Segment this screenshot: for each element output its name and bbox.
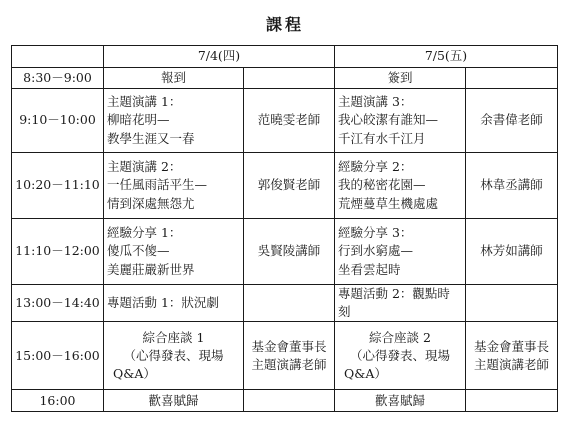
session-line: 一任風雨話平生—: [107, 177, 208, 193]
speaker-cell: [466, 322, 558, 390]
session-cell: [335, 322, 466, 390]
session-cell: [104, 89, 244, 153]
session-line: Q&A）: [113, 365, 156, 381]
time-cell: 13:00－14:40: [12, 285, 104, 322]
speaker-cell: [466, 68, 558, 89]
speaker-line: 基金會董事長: [251, 338, 327, 354]
session-line: 荒煙蔓草生機處處: [338, 195, 439, 211]
session-line: 綜合座談 1: [142, 329, 205, 345]
session-line: 經驗分享 3：: [338, 225, 413, 241]
time-cell: 15:00－16:00: [12, 322, 104, 390]
speaker-cell: [244, 322, 335, 390]
session-cell: 簽到: [335, 68, 466, 89]
session-line: 傻瓜不傻—: [107, 243, 170, 259]
speaker-cell: [244, 285, 335, 322]
session-line: 情到深處無怨尤: [107, 195, 195, 211]
session-cell: [335, 89, 466, 153]
time-cell: 10:20－11:10: [12, 153, 104, 219]
session-cell: [104, 219, 244, 285]
table-row: [12, 390, 558, 412]
session-cell: [104, 153, 244, 219]
speaker-line: 基金會董事長: [473, 338, 549, 354]
session-line: 教學生涯又一春: [107, 130, 195, 146]
speaker-cell: [466, 285, 558, 322]
session-line: 主題演講 1：: [107, 94, 182, 110]
session-line: 主題演講 2：: [107, 159, 182, 175]
page-title: 課程: [265, 15, 304, 34]
session-line: 柳暗花明—: [107, 112, 170, 128]
session-cell: 專題活動 2：觀點時刻: [335, 285, 466, 322]
day-header-2: 7/5(五): [335, 46, 558, 68]
schedule-table: [11, 45, 558, 412]
table-row: [12, 322, 558, 390]
session-cell: [335, 153, 466, 219]
time-cell: 16:00: [12, 390, 104, 412]
session-cell: 報到: [104, 68, 244, 89]
table-row: [12, 219, 558, 285]
session-cell: 專題活動 1：狀況劇: [104, 285, 244, 322]
speaker-cell: 吳賢陵講師: [244, 219, 335, 285]
speaker-cell: 余書偉老師: [466, 89, 558, 153]
session-line: 經驗分享 2：: [338, 159, 413, 175]
speaker-cell: 林芳如講師: [466, 219, 558, 285]
table-row: [12, 153, 558, 219]
session-line: 坐看雲起時: [338, 261, 401, 277]
session-line: （心得發表、現場: [349, 347, 450, 363]
session-cell: 歡喜賦歸: [104, 390, 244, 412]
table-header-row: [12, 46, 558, 68]
day-header-1: 7/4(四): [104, 46, 335, 68]
speaker-cell: [466, 390, 558, 412]
session-line: 千江有水千江月: [338, 130, 426, 146]
speaker-cell: 范曉雯老師: [244, 89, 335, 153]
table-row: [12, 285, 558, 322]
session-cell: [104, 322, 244, 390]
speaker-line: 主題演講老師: [473, 356, 549, 372]
speaker-cell: [244, 390, 335, 412]
session-cell: [335, 219, 466, 285]
time-cell: 8:30－9:00: [12, 68, 104, 89]
session-line: Q&A）: [344, 365, 387, 381]
session-line: 主題演講 3：: [338, 94, 413, 110]
table-row: [12, 89, 558, 153]
session-line: 行到水窮處—: [338, 243, 414, 259]
speaker-line: 主題演講老師: [251, 356, 327, 372]
session-line: 綜合座談 2: [369, 329, 431, 345]
speaker-cell: 郭俊賢老師: [244, 153, 335, 219]
header-empty-cell: [12, 46, 104, 68]
time-cell: 11:10－12:00: [12, 219, 104, 285]
session-line: 我的秘密花園—: [338, 177, 426, 193]
speaker-cell: 林韋丞講師: [466, 153, 558, 219]
session-line: （心得發表、現場: [123, 347, 224, 363]
session-line: 美麗莊嚴新世界: [107, 261, 195, 277]
session-line: 我心皎潔有誰知—: [338, 112, 439, 128]
session-cell: 歡喜賦歸: [335, 390, 466, 412]
session-line: 經驗分享 1：: [107, 225, 182, 241]
table-row: [12, 68, 558, 89]
time-cell: 9:10－10:00: [12, 89, 104, 153]
speaker-cell: [244, 68, 335, 89]
